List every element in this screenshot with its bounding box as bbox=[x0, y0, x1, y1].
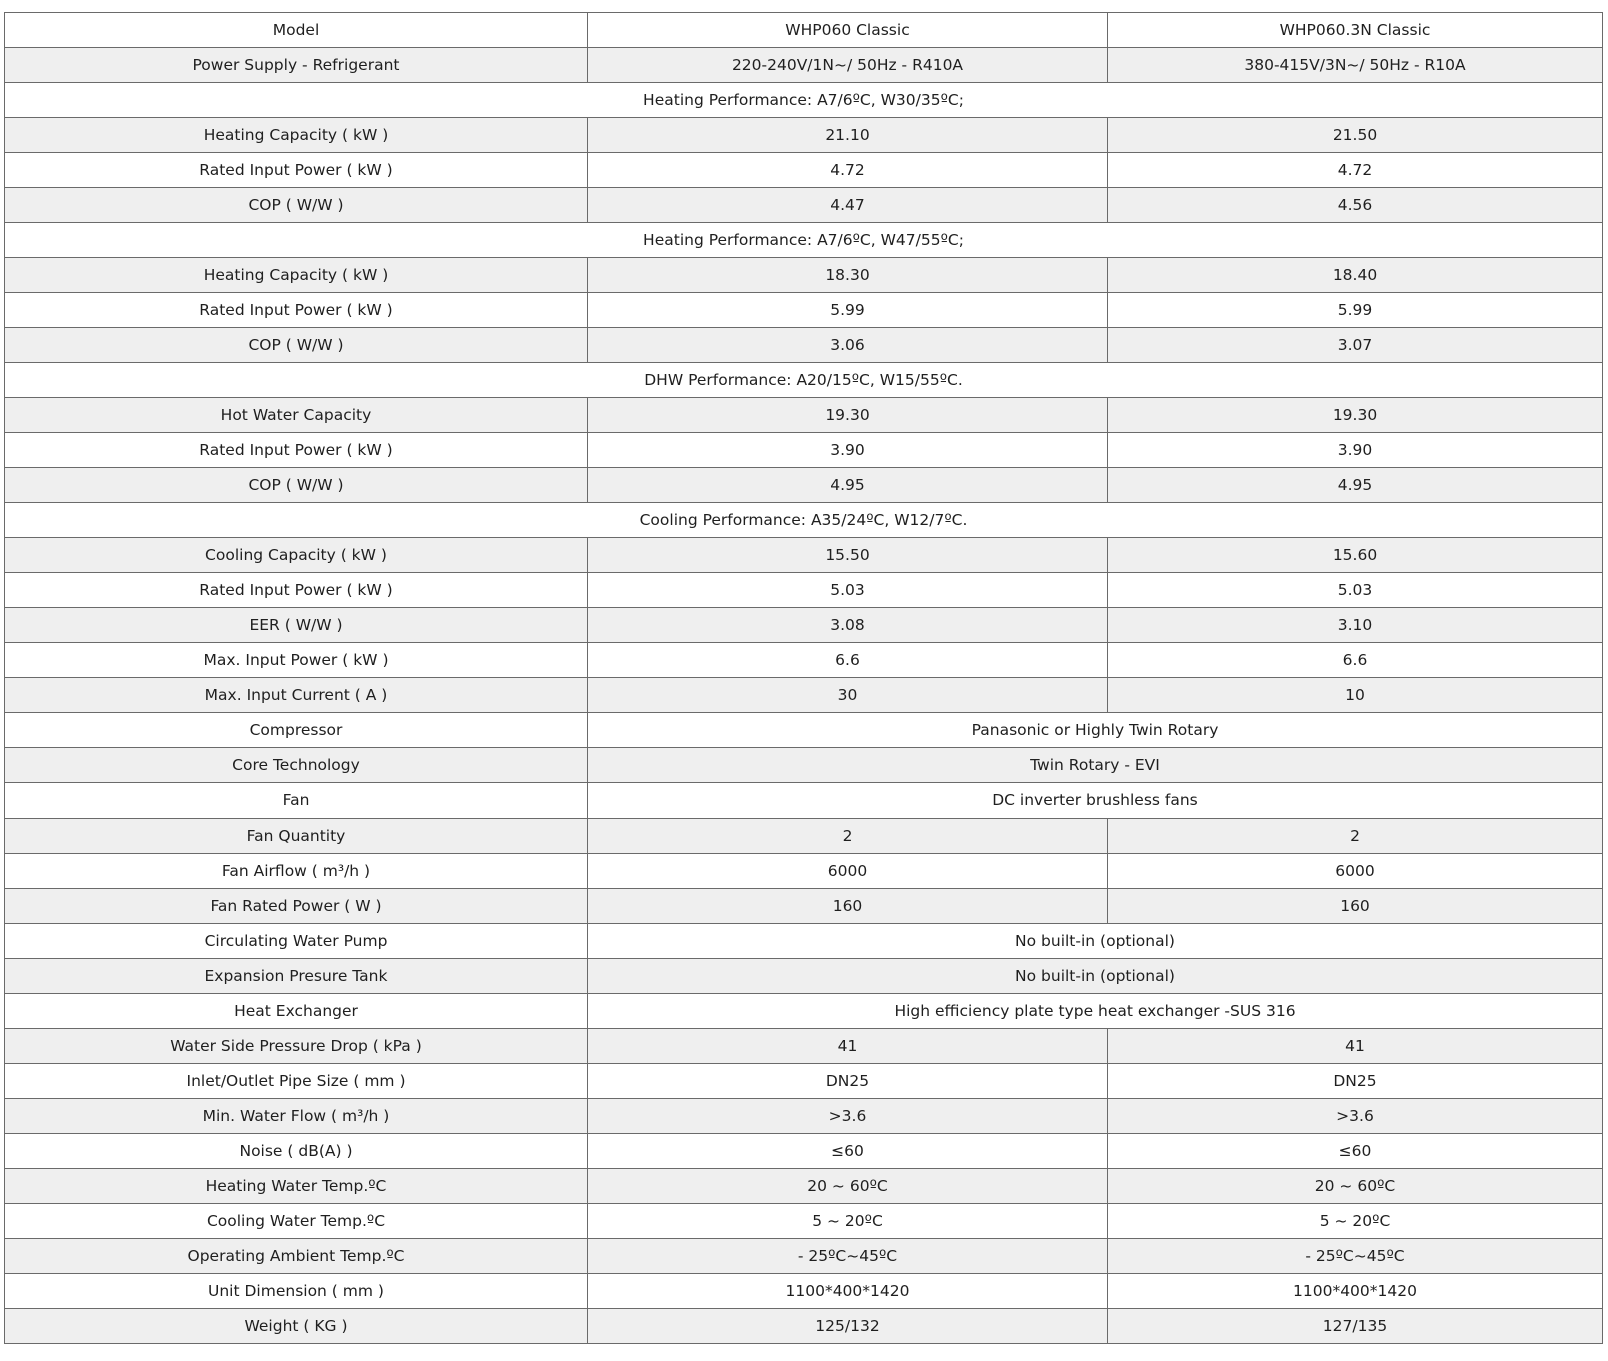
table-row bbox=[5, 1309, 1603, 1344]
spec-value-whp060-3n-cell: WHP060.3N Classic bbox=[1108, 13, 1603, 48]
spec-label-cell: Cooling Capacity ( kW ) bbox=[5, 538, 588, 573]
spec-value-whp060-cell: 30 bbox=[588, 678, 1108, 713]
section-header-row bbox=[5, 223, 1603, 258]
table-row bbox=[5, 258, 1603, 293]
spec-label-cell: Model bbox=[5, 13, 588, 48]
table-row bbox=[5, 1274, 1603, 1309]
spec-value-whp060-3n-cell: - 25ºC~45ºC bbox=[1108, 1239, 1603, 1274]
spec-label-cell: Rated Input Power ( kW ) bbox=[5, 153, 588, 188]
spec-value-merged-cell: High efficiency plate type heat exchanger -SUS 316 bbox=[588, 994, 1603, 1029]
spec-label-cell: COP ( W/W ) bbox=[5, 188, 588, 223]
spec-value-merged-cell: Twin Rotary - EVI bbox=[588, 748, 1603, 783]
spec-value-merged-cell: Panasonic or Highly Twin Rotary bbox=[588, 713, 1603, 748]
spec-value-whp060-cell: - 25ºC~45ºC bbox=[588, 1239, 1108, 1274]
table-row bbox=[5, 643, 1603, 678]
spec-label-cell: Operating Ambient Temp.ºC bbox=[5, 1239, 588, 1274]
spec-label-cell: Fan Airflow ( m³/h ) bbox=[5, 854, 588, 889]
spec-label-cell: Max. Input Current ( A ) bbox=[5, 678, 588, 713]
spec-label-cell: Heating Capacity ( kW ) bbox=[5, 118, 588, 153]
spec-value-merged-cell: No built-in (optional) bbox=[588, 924, 1603, 959]
spec-value-whp060-3n-cell: 21.50 bbox=[1108, 118, 1603, 153]
spec-value-whp060-3n-cell: ≤60 bbox=[1108, 1134, 1603, 1169]
spec-value-whp060-cell: 2 bbox=[588, 819, 1108, 854]
spec-label-cell: COP ( W/W ) bbox=[5, 328, 588, 363]
table-row bbox=[5, 153, 1603, 188]
spec-value-whp060-3n-cell: 5.03 bbox=[1108, 573, 1603, 608]
spec-value-whp060-3n-cell: 3.10 bbox=[1108, 608, 1603, 643]
spec-label-cell: Fan Rated Power ( W ) bbox=[5, 889, 588, 924]
spec-label-cell: Fan Quantity bbox=[5, 819, 588, 854]
spec-value-whp060-cell: 6.6 bbox=[588, 643, 1108, 678]
spec-value-merged-cell: No built-in (optional) bbox=[588, 959, 1603, 994]
section-header-row bbox=[5, 83, 1603, 118]
spec-value-whp060-3n-cell: 4.56 bbox=[1108, 188, 1603, 223]
spec-label-cell: Circulating Water Pump bbox=[5, 924, 588, 959]
spec-value-whp060-cell: DN25 bbox=[588, 1064, 1108, 1099]
section-title-cell: Heating Performance: A7/6ºC, W47/55ºC; bbox=[5, 223, 1603, 258]
spec-label-cell: Core Technology bbox=[5, 748, 588, 783]
table-row bbox=[5, 398, 1603, 433]
spec-value-whp060-3n-cell: 10 bbox=[1108, 678, 1603, 713]
spec-value-whp060-cell: 220-240V/1N~/ 50Hz - R410A bbox=[588, 48, 1108, 83]
spec-value-whp060-3n-cell: 6.6 bbox=[1108, 643, 1603, 678]
spec-value-whp060-3n-cell: 41 bbox=[1108, 1029, 1603, 1064]
table-row bbox=[5, 468, 1603, 503]
spec-value-whp060-3n-cell: DN25 bbox=[1108, 1064, 1603, 1099]
table-row bbox=[5, 1099, 1603, 1134]
spec-label-cell: Unit Dimension ( mm ) bbox=[5, 1274, 588, 1309]
spec-value-whp060-cell: 5.03 bbox=[588, 573, 1108, 608]
spec-table bbox=[4, 12, 1603, 1344]
table-row bbox=[5, 854, 1603, 889]
spec-value-whp060-cell: 125/132 bbox=[588, 1309, 1108, 1344]
table-row bbox=[5, 1064, 1603, 1099]
spec-label-cell: Cooling Water Temp.ºC bbox=[5, 1204, 588, 1239]
table-row bbox=[5, 1029, 1603, 1064]
table-row bbox=[5, 959, 1603, 994]
spec-value-whp060-3n-cell: 19.30 bbox=[1108, 398, 1603, 433]
spec-label-cell: Compressor bbox=[5, 713, 588, 748]
spec-label-cell: Inlet/Outlet Pipe Size ( mm ) bbox=[5, 1064, 588, 1099]
spec-value-whp060-3n-cell: 20 ~ 60ºC bbox=[1108, 1169, 1603, 1204]
spec-value-merged-cell: DC inverter brushless fans bbox=[588, 783, 1603, 819]
spec-label-cell: Heat Exchanger bbox=[5, 994, 588, 1029]
table-row bbox=[5, 678, 1603, 713]
spec-value-whp060-cell: 4.47 bbox=[588, 188, 1108, 223]
spec-label-cell: Heating Capacity ( kW ) bbox=[5, 258, 588, 293]
spec-value-whp060-cell: 18.30 bbox=[588, 258, 1108, 293]
spec-label-cell: Rated Input Power ( kW ) bbox=[5, 433, 588, 468]
section-header-row bbox=[5, 503, 1603, 538]
spec-value-whp060-cell: 4.95 bbox=[588, 468, 1108, 503]
spec-label-cell: Rated Input Power ( kW ) bbox=[5, 293, 588, 328]
spec-value-whp060-cell: 5.99 bbox=[588, 293, 1108, 328]
table-row bbox=[5, 889, 1603, 924]
table-row bbox=[5, 118, 1603, 153]
spec-value-whp060-cell: 3.06 bbox=[588, 328, 1108, 363]
spec-value-whp060-cell: 19.30 bbox=[588, 398, 1108, 433]
spec-value-whp060-cell: 1100*400*1420 bbox=[588, 1274, 1108, 1309]
spec-value-whp060-cell: 15.50 bbox=[588, 538, 1108, 573]
table-row bbox=[5, 994, 1603, 1029]
spec-value-whp060-cell: >3.6 bbox=[588, 1099, 1108, 1134]
table-row bbox=[5, 13, 1603, 48]
spec-value-whp060-cell: ≤60 bbox=[588, 1134, 1108, 1169]
table-row bbox=[5, 293, 1603, 328]
spec-value-whp060-cell: 20 ~ 60ºC bbox=[588, 1169, 1108, 1204]
spec-value-whp060-3n-cell: 380-415V/3N~/ 50Hz - R10A bbox=[1108, 48, 1603, 83]
table-row bbox=[5, 608, 1603, 643]
spec-label-cell: Min. Water Flow ( m³/h ) bbox=[5, 1099, 588, 1134]
spec-label-cell: Heating Water Temp.ºC bbox=[5, 1169, 588, 1204]
spec-label-cell: EER ( W/W ) bbox=[5, 608, 588, 643]
section-title-cell: Cooling Performance: A35/24ºC, W12/7ºC. bbox=[5, 503, 1603, 538]
spec-value-whp060-cell: WHP060 Classic bbox=[588, 13, 1108, 48]
spec-label-cell: Expansion Presure Tank bbox=[5, 959, 588, 994]
spec-value-whp060-3n-cell: 4.95 bbox=[1108, 468, 1603, 503]
table-row bbox=[5, 328, 1603, 363]
spec-value-whp060-3n-cell: >3.6 bbox=[1108, 1099, 1603, 1134]
spec-label-cell: Power Supply - Refrigerant bbox=[5, 48, 588, 83]
spec-label-cell: Rated Input Power ( kW ) bbox=[5, 573, 588, 608]
spec-value-whp060-3n-cell: 6000 bbox=[1108, 854, 1603, 889]
spec-value-whp060-3n-cell: 2 bbox=[1108, 819, 1603, 854]
table-row bbox=[5, 48, 1603, 83]
spec-value-whp060-3n-cell: 160 bbox=[1108, 889, 1603, 924]
spec-value-whp060-3n-cell: 3.90 bbox=[1108, 433, 1603, 468]
spec-value-whp060-cell: 21.10 bbox=[588, 118, 1108, 153]
spec-label-cell: Noise ( dB(A) ) bbox=[5, 1134, 588, 1169]
spec-label-cell: Weight ( KG ) bbox=[5, 1309, 588, 1344]
table-row bbox=[5, 1239, 1603, 1274]
spec-value-whp060-cell: 6000 bbox=[588, 854, 1108, 889]
table-row bbox=[5, 924, 1603, 959]
section-title-cell: Heating Performance: A7/6ºC, W30/35ºC; bbox=[5, 83, 1603, 118]
table-row bbox=[5, 713, 1603, 748]
table-row bbox=[5, 573, 1603, 608]
spec-value-whp060-3n-cell: 4.72 bbox=[1108, 153, 1603, 188]
table-row bbox=[5, 1204, 1603, 1239]
spec-value-whp060-3n-cell: 15.60 bbox=[1108, 538, 1603, 573]
spec-value-whp060-cell: 3.08 bbox=[588, 608, 1108, 643]
spec-value-whp060-3n-cell: 5 ~ 20ºC bbox=[1108, 1204, 1603, 1239]
table-row bbox=[5, 1134, 1603, 1169]
spec-value-whp060-cell: 160 bbox=[588, 889, 1108, 924]
spec-value-whp060-cell: 3.90 bbox=[588, 433, 1108, 468]
table-row bbox=[5, 538, 1603, 573]
spec-label-cell: Fan bbox=[5, 783, 588, 819]
spec-value-whp060-3n-cell: 5.99 bbox=[1108, 293, 1603, 328]
spec-value-whp060-cell: 4.72 bbox=[588, 153, 1108, 188]
table-row bbox=[5, 819, 1603, 854]
spec-value-whp060-cell: 41 bbox=[588, 1029, 1108, 1064]
spec-value-whp060-3n-cell: 3.07 bbox=[1108, 328, 1603, 363]
section-header-row bbox=[5, 363, 1603, 398]
spec-table-body bbox=[5, 13, 1603, 1344]
spec-value-whp060-3n-cell: 18.40 bbox=[1108, 258, 1603, 293]
table-row bbox=[5, 783, 1603, 819]
table-row bbox=[5, 188, 1603, 223]
section-title-cell: DHW Performance: A20/15ºC, W15/55ºC. bbox=[5, 363, 1603, 398]
table-row bbox=[5, 433, 1603, 468]
spec-value-whp060-3n-cell: 127/135 bbox=[1108, 1309, 1603, 1344]
table-row bbox=[5, 1169, 1603, 1204]
spec-label-cell: Water Side Pressure Drop ( kPa ) bbox=[5, 1029, 588, 1064]
spec-value-whp060-3n-cell: 1100*400*1420 bbox=[1108, 1274, 1603, 1309]
spec-label-cell: Hot Water Capacity bbox=[5, 398, 588, 433]
spec-label-cell: COP ( W/W ) bbox=[5, 468, 588, 503]
table-row bbox=[5, 748, 1603, 783]
spec-value-whp060-cell: 5 ~ 20ºC bbox=[588, 1204, 1108, 1239]
spec-label-cell: Max. Input Power ( kW ) bbox=[5, 643, 588, 678]
